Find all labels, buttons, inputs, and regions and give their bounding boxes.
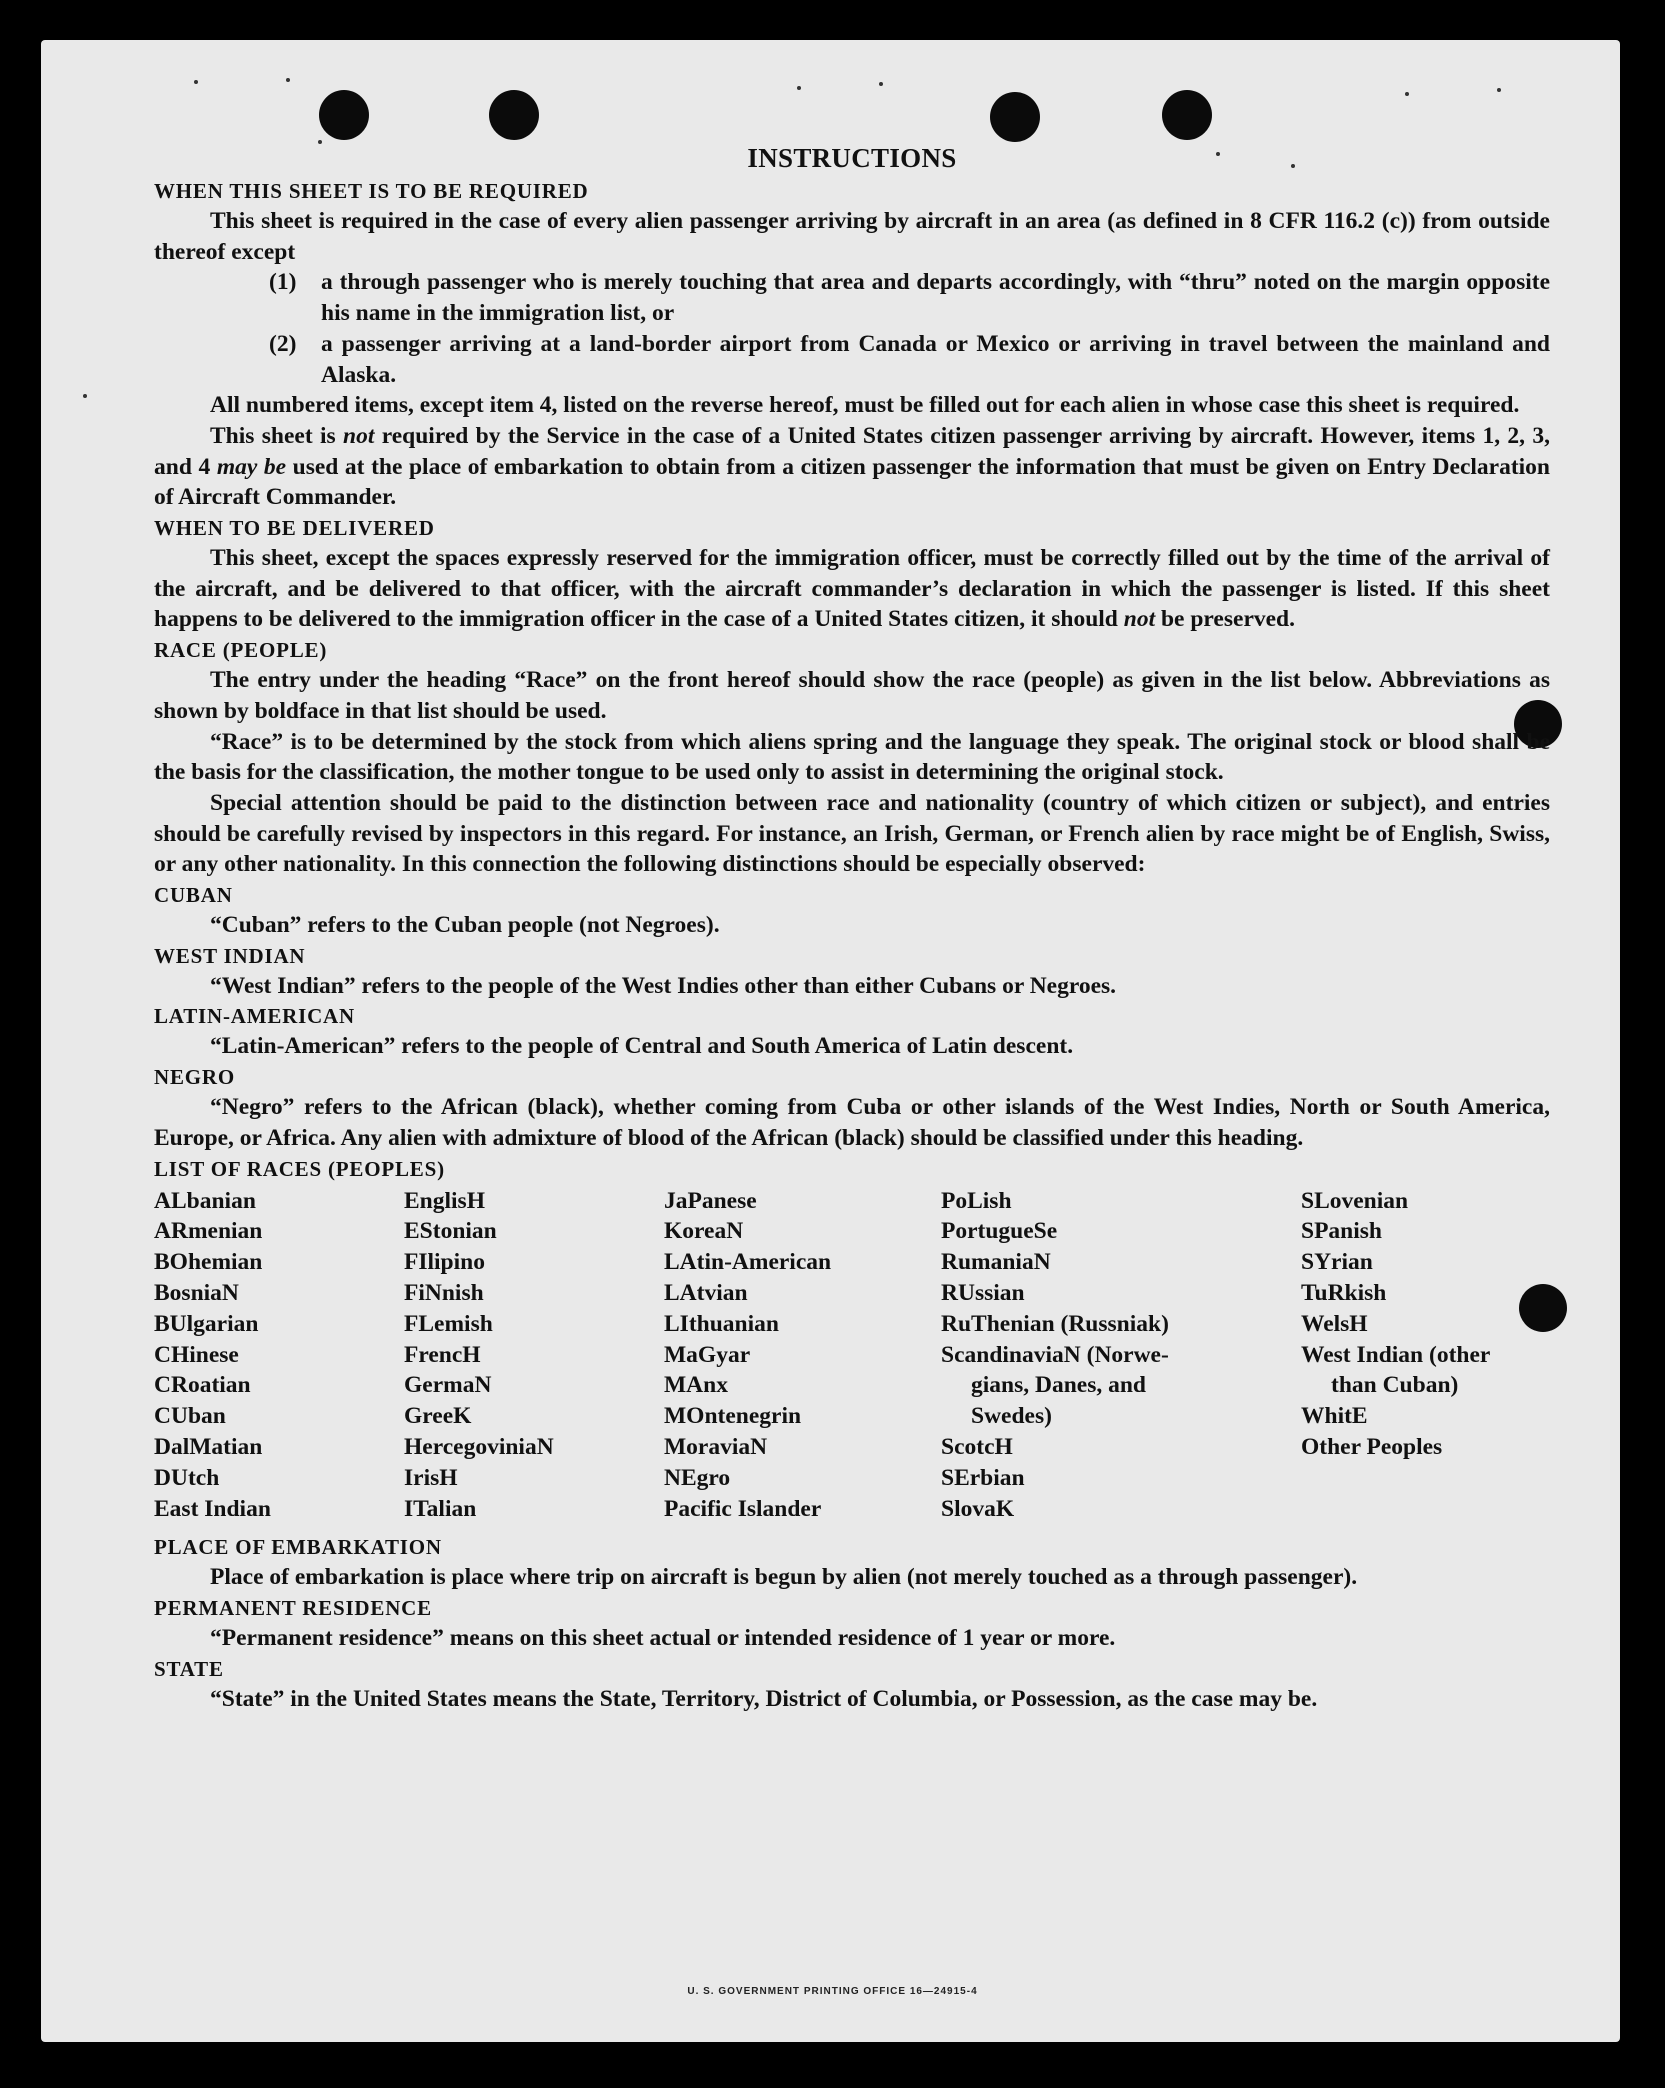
race-entry: EnglisH (404, 1187, 485, 1214)
race-list (154, 1186, 1550, 1525)
item-text: a passenger arriving at a land-border airport from Canada or Mexico or arriving in travel between the mainland and Alaska. (321, 330, 1550, 388)
item-number: (2) (269, 330, 297, 357)
race-entry: GreeK (404, 1403, 472, 1430)
text-run: This sheet is (210, 422, 344, 449)
text-run: used at the place of embarkation to obtain from a citizen passenger the information that must be given on Entry Declaration of Aircraft Commander. (154, 453, 1551, 511)
race-entry: GermaN (404, 1372, 492, 1399)
speck (83, 394, 87, 398)
race-entry: BUlgarian (154, 1310, 259, 1337)
race-entry: DalMatian (154, 1433, 263, 1460)
race-entry: LAtvian (664, 1279, 748, 1306)
item-text: a through passenger who is merely touching that area and departs accordingly, with “thru” noted on the margin opposite his name in the immigration list, or (321, 269, 1550, 327)
race-entry: ITalian (404, 1495, 477, 1522)
speck (879, 82, 883, 86)
punch-hole (489, 90, 539, 140)
race-entry: ALbanian (154, 1187, 256, 1214)
paragraph: “State” in the United States means the State, Territory, District of Columbia, or Possession, as the case may be. (210, 1685, 1318, 1712)
paragraph: “Cuban” refers to the Cuban people (not Negroes). (210, 912, 720, 939)
text-run: be preserved. (1155, 606, 1295, 633)
section-heading: WEST INDIAN (154, 943, 306, 968)
race-entry: ScotcH (941, 1433, 1013, 1460)
section-heading: WHEN THIS SHEET IS TO BE REQUIRED (154, 179, 589, 203)
exception-item (154, 267, 1550, 328)
section-heading: RACE (PEOPLE) (154, 638, 328, 663)
race-column (664, 1186, 941, 1525)
item-number: (1) (269, 269, 297, 296)
race-entry: MOntenegrin (664, 1403, 802, 1430)
race-entry: CRoatian (154, 1372, 251, 1399)
race-entry: West Indian (other (1301, 1341, 1491, 1368)
race-entry: MaGyar (664, 1341, 751, 1368)
race-entry: IrisH (404, 1464, 458, 1491)
speck (194, 80, 198, 84)
printing-office-footer: U. S. GOVERNMENT PRINTING OFFICE 16—24915-4 (687, 1986, 978, 1997)
paragraph: This sheet is required in the case of every alien passenger arriving by aircraft in an area (as defined in 8 CFR 116.2 (c)) from outside thereof except (154, 208, 1550, 265)
race-entry: than Cuban) (1331, 1372, 1459, 1399)
section-heading: WHEN TO BE DELIVERED (154, 516, 435, 541)
text-run: required by the Service in the case of a United States citizen passenger arriving by aircraft. However, items 1, 2, 3, and 4 (154, 422, 1551, 480)
race-entry: East Indian (154, 1495, 271, 1522)
section-heading: LIST OF RACES (PEOPLES) (154, 1156, 445, 1181)
paragraph (154, 543, 1550, 635)
section-heading: STATE (154, 1656, 224, 1681)
paragraph: “West Indian” refers to the people of the West Indies other than either Cubans or Negroes. (210, 972, 1117, 999)
speck (1497, 88, 1501, 92)
paragraph (154, 421, 1550, 513)
race-entry: EStonian (404, 1218, 497, 1245)
text-run: This sheet, except the spaces expressly reserved for the immigration officer, must be correctly filled out by the time of the arrival of the aircraft, and be delivered to that officer, with the aircraft commander’s declaration in which the passenger is listed. If this sheet happens to be delivered to the immigration officer in the case of a United States citizen, it should (154, 545, 1550, 633)
paragraph: “Negro” refers to the African (black), whether coming from Cuba or other islands of the West Indies, North or South America, Europe, or Africa. Any alien with admixture of blood of the African (black) should be classified under this heading. (154, 1094, 1550, 1151)
race-entry: ScandinaviaN (Norwe- (941, 1341, 1169, 1368)
page-title: INSTRUCTIONS (747, 143, 957, 173)
race-entry: FiNnish (404, 1279, 484, 1306)
race-entry: SErbian (941, 1464, 1025, 1491)
speck (797, 86, 801, 90)
section-heading: PLACE OF EMBARKATION (154, 1535, 442, 1560)
paragraph: Special attention should be paid to the distinction between race and nationality (country of which citizen or subject), and entries should be carefully revised by inspectors in this regard. For instance, an Irish, German, or French alien by race might be of English, Swiss, or any other nationality. In this connection the following distinctions should be especially observed: (154, 789, 1550, 878)
paragraph: “Latin-American” refers to the people of Central and South America of Latin descent. (210, 1033, 1074, 1060)
section-heading: NEGRO (154, 1065, 236, 1090)
race-entry: RumaniaN (941, 1249, 1051, 1276)
race-entry: LIthuanian (664, 1310, 779, 1337)
race-entry: NEgro (664, 1464, 731, 1491)
race-entry: FLemish (404, 1310, 493, 1337)
race-entry: SlovaK (941, 1495, 1015, 1522)
race-entry: WhitE (1301, 1403, 1368, 1430)
race-entry: HercegoviniaN (404, 1433, 554, 1460)
race-entry: SYrian (1301, 1249, 1373, 1276)
section-heading: PERMANENT RESIDENCE (154, 1596, 432, 1621)
race-entry: KoreaN (664, 1218, 744, 1245)
emphasis: not (343, 422, 375, 449)
race-entry: BosniaN (154, 1279, 239, 1306)
paragraph: The entry under the heading “Race” on the front hereof should show the race (people) as given in the list below. Abbreviations as shown by boldface in that list should be used. (154, 667, 1550, 724)
race-entry: JaPanese (664, 1187, 757, 1214)
race-entry: LAtin-American (664, 1249, 832, 1276)
race-column (941, 1186, 1301, 1525)
race-entry: TuRkish (1301, 1279, 1387, 1306)
speck (1405, 92, 1409, 96)
race-entry: FrencH (404, 1341, 481, 1368)
race-entry: SLovenian (1301, 1187, 1409, 1214)
race-column (404, 1186, 664, 1525)
race-entry: RuThenian (Russniak) (941, 1310, 1169, 1337)
section-heading: LATIN-AMERICAN (154, 1004, 355, 1029)
race-column (154, 1186, 404, 1525)
race-entry: MoraviaN (664, 1433, 768, 1460)
paragraph: “Race” is to be determined by the stock from which aliens spring and the language they speak. The original stock or blood shall be the basis for the classification, the mother tongue to be used only to assist in determining the original stock. (154, 728, 1550, 786)
race-entry: Swedes) (971, 1403, 1052, 1430)
paragraph: Place of embarkation is place where trip on aircraft is begun by alien (not merely touched as a through passenger). (210, 1564, 1358, 1591)
punch-hole (990, 92, 1040, 142)
race-entry: Pacific Islander (664, 1495, 822, 1522)
race-entry: WelsH (1301, 1310, 1368, 1337)
race-column (1301, 1186, 1550, 1525)
race-entry: SPanish (1301, 1218, 1382, 1245)
race-entry: CUban (154, 1403, 226, 1430)
race-entry: FIlipino (404, 1249, 485, 1276)
exception-item (154, 329, 1550, 390)
instructions-content (154, 141, 1550, 1714)
race-entry: RUssian (941, 1279, 1025, 1306)
paragraph: “Permanent residence” means on this sheet actual or intended residence of 1 year or more. (210, 1625, 1116, 1652)
section-heading: CUBAN (154, 883, 233, 908)
race-entry: CHinese (154, 1341, 239, 1368)
race-entry: PortugueSe (941, 1218, 1058, 1245)
emphasis: not (1123, 606, 1156, 633)
race-entry: ARmenian (154, 1218, 263, 1245)
race-entry: PoLish (941, 1187, 1012, 1214)
race-entry: BOhemian (154, 1249, 263, 1276)
race-entry: gians, Danes, and (971, 1372, 1146, 1399)
paragraph: All numbered items, except item 4, listed on the reverse hereof, must be filled out for each alien in whose case this sheet is required. (210, 392, 1520, 419)
race-entry: MAnx (664, 1372, 728, 1399)
punch-hole (1162, 90, 1212, 140)
race-entry: Other Peoples (1301, 1433, 1443, 1460)
punch-hole (319, 90, 369, 140)
speck (286, 78, 290, 82)
race-entry: DUtch (154, 1464, 220, 1491)
emphasis: may be (216, 453, 287, 480)
